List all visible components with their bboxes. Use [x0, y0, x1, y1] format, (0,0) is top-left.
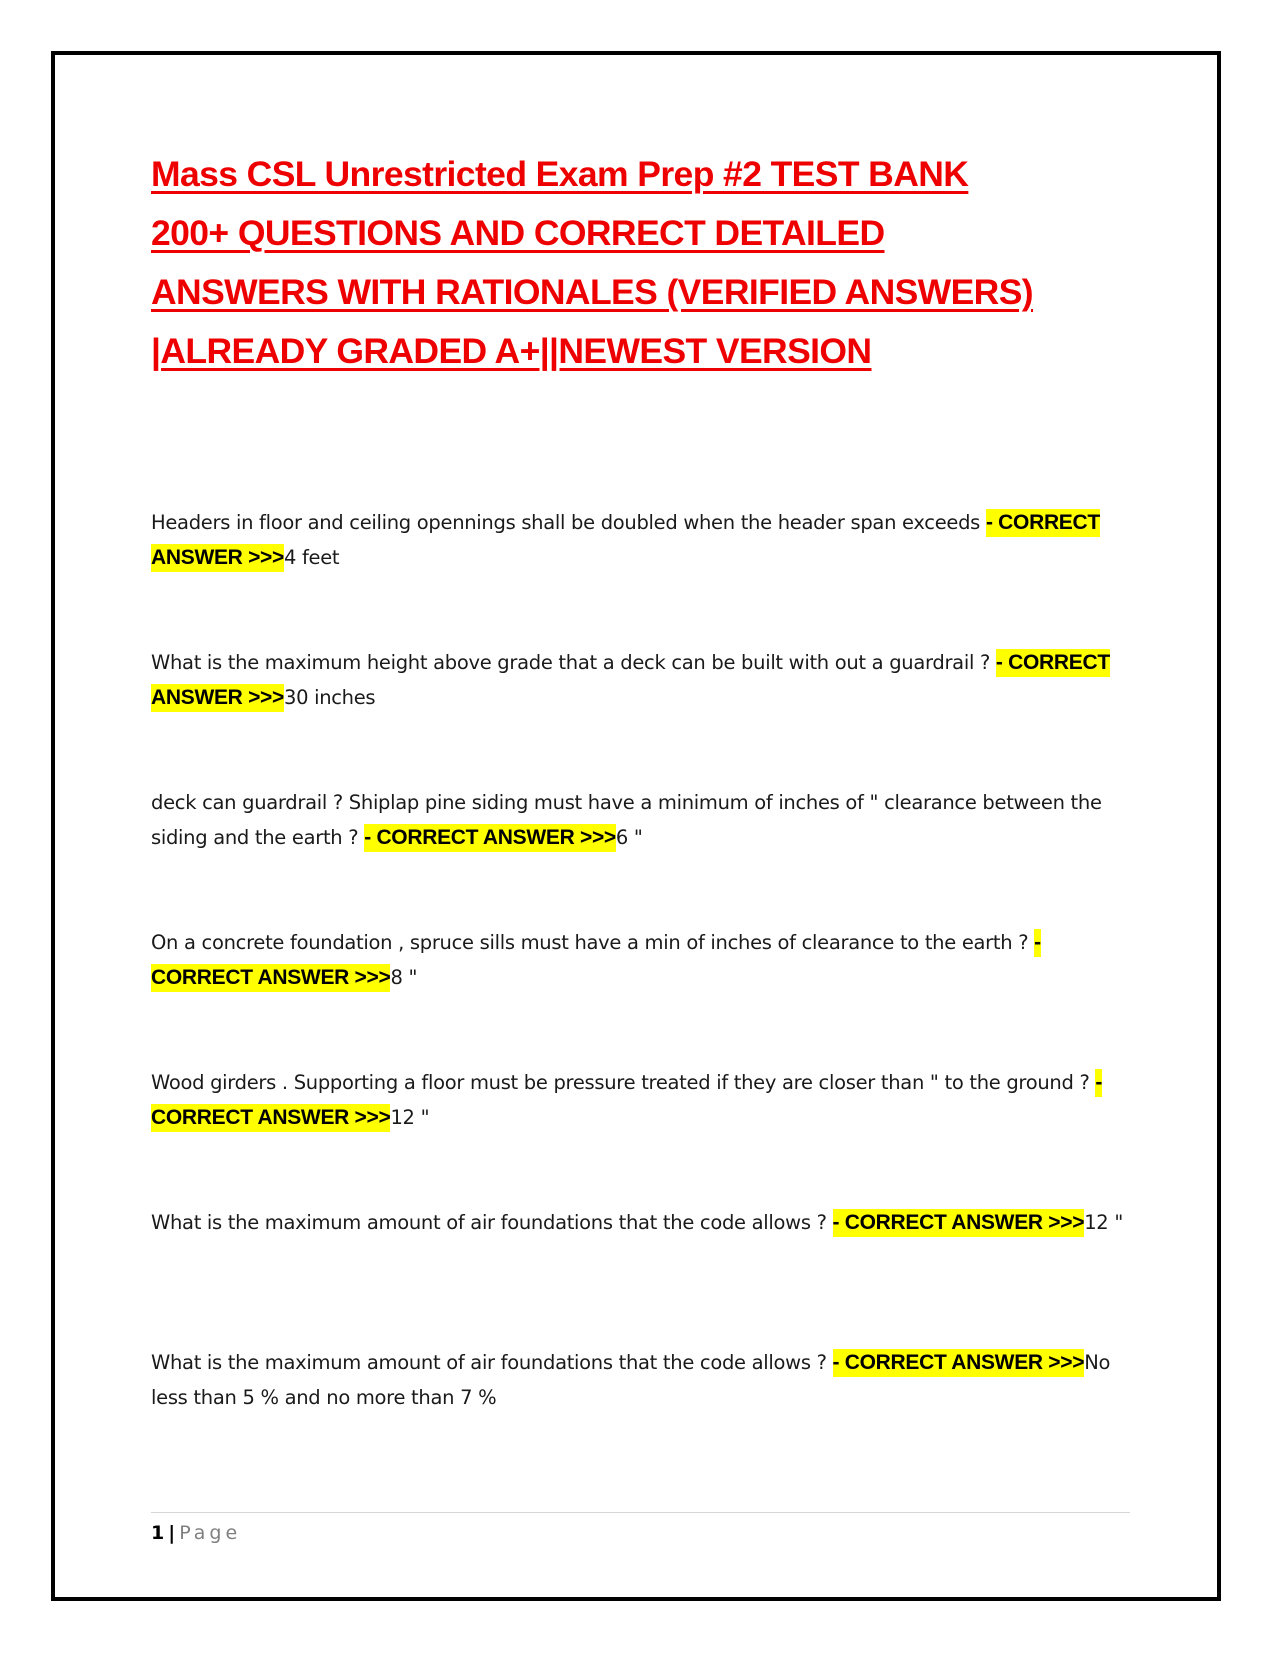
question-text: Headers in floor and ceiling opennings shall be doubled when the header span exceeds: [151, 511, 986, 534]
answer-label: - CORRECT ANSWER >>>: [151, 929, 1041, 992]
answer-label: - CORRECT ANSWER >>>: [364, 824, 616, 852]
question-item: [151, 645, 1131, 785]
answer-label: - CORRECT ANSWER >>>: [833, 1209, 1085, 1237]
title-line-1: Mass CSL Unrestricted Exam Prep #2 TEST BANK: [151, 154, 969, 194]
title-line-2: 200+ QUESTIONS AND CORRECT DETAILED: [151, 213, 885, 253]
question-item: [151, 1065, 1131, 1205]
answer-value: No less than 5 % and no more than 7 %: [151, 1351, 1111, 1409]
question-text: Wood girders . Supporting a floor must be pressure treated if they are closer than " to the ground ?: [151, 1071, 1096, 1094]
title-line-3: ANSWERS WITH RATIONALES (VERIFIED ANSWERS): [151, 272, 1034, 312]
answer-label: - CORRECT ANSWER >>>: [151, 649, 1110, 712]
question-item: [151, 785, 1131, 925]
question-text: On a concrete foundation , spruce sills must have a min of inches of clearance to the earth ?: [151, 931, 1035, 954]
question-item: [151, 1345, 1131, 1485]
answer-value: 4 feet: [283, 546, 340, 569]
footer-divider: [151, 1512, 1130, 1513]
title-line-4: |ALREADY GRADED A+||NEWEST VERSION: [151, 331, 872, 371]
question-text: What is the maximum height above grade that a deck can be built with out a guardrail ?: [151, 651, 996, 674]
question-item: [151, 925, 1131, 1065]
page-separator: |: [168, 1522, 176, 1544]
question-text: What is the maximum amount of air foundations that the code allows ?: [151, 1211, 833, 1234]
question-item: [151, 505, 1131, 645]
answer-value: 12 ": [1084, 1211, 1123, 1234]
answer-label: - CORRECT ANSWER >>>: [833, 1349, 1085, 1377]
page-number: 1: [151, 1522, 165, 1544]
answer-value: 6 ": [615, 826, 643, 849]
answer-value: 30 inches: [283, 686, 376, 709]
document-title: [151, 145, 1141, 381]
answer-label: - CORRECT ANSWER >>>: [151, 1069, 1102, 1132]
question-item: [151, 1205, 1131, 1345]
question-text: deck can guardrail ? Shiplap pine siding must have a minimum of inches of " clearance between the siding and the earth ?: [151, 791, 1102, 849]
answer-value: 8 ": [390, 966, 418, 989]
page-footer: [151, 1519, 241, 1547]
page-label: Page: [179, 1522, 242, 1544]
question-list: [151, 505, 1131, 1485]
answer-label: - CORRECT ANSWER >>>: [151, 509, 1100, 572]
answer-value: 12 ": [390, 1106, 430, 1129]
question-text: What is the maximum amount of air foundations that the code allows ?: [151, 1351, 833, 1374]
